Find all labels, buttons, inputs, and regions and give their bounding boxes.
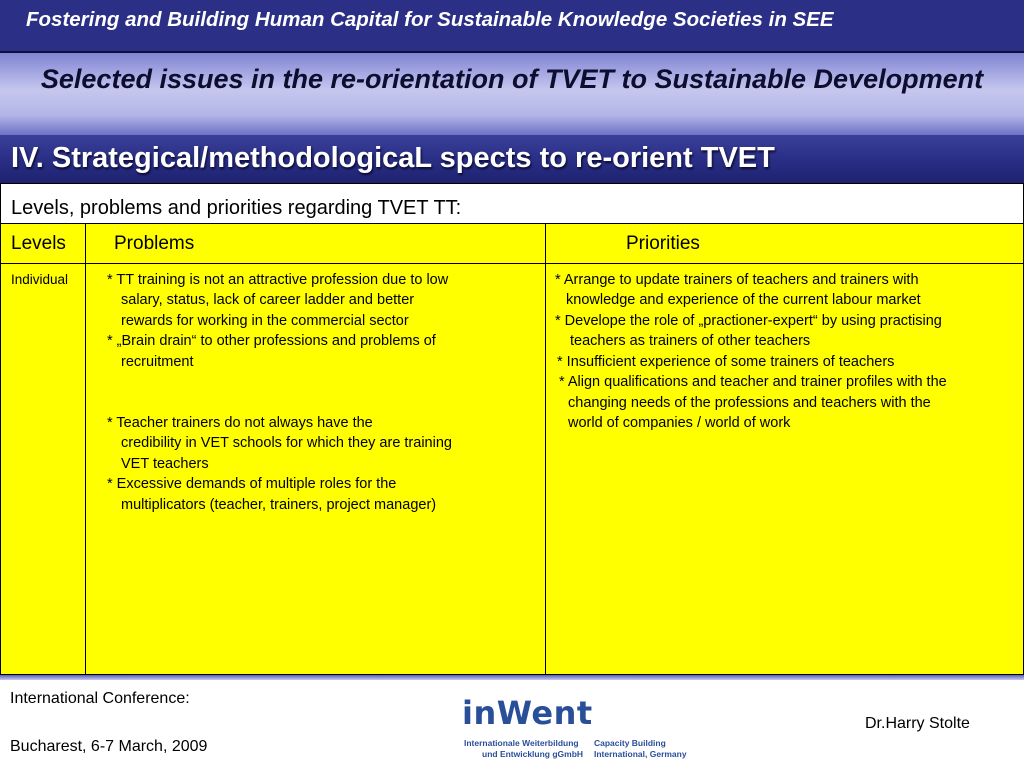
priority-line: * Insufficient experience of some trainers of teachers: [557, 354, 895, 370]
subtitle-band: [0, 53, 1024, 135]
header-cell-levels: [1, 224, 85, 263]
priority-line: changing needs of the professions and teachers with the: [568, 395, 931, 411]
issues-table: [0, 183, 1024, 675]
priorities-cell: [546, 264, 1023, 674]
priority-line: knowledge and experience of the current labour market: [566, 292, 921, 308]
conference-label: International Conference:: [10, 690, 190, 707]
problem-line: * Teacher trainers do not always have the: [107, 415, 373, 431]
table-header-row: [1, 224, 1023, 264]
conference-location-date: Bucharest, 6-7 March, 2009: [10, 738, 208, 755]
header-priorities-label: Priorities: [626, 233, 700, 254]
priority-line: * Arrange to update trainers of teachers and trainers with: [555, 272, 919, 288]
author-name: Dr.Harry Stolte: [865, 715, 970, 732]
header-problems-label: Problems: [114, 233, 195, 254]
problem-line: salary, status, lack of career ladder and better: [121, 292, 415, 308]
inwent-logo: [462, 694, 692, 764]
level-label: Individual: [11, 272, 69, 287]
header-cell-problems: [86, 224, 545, 263]
problems-cell: [86, 264, 545, 674]
table-caption-row: [1, 184, 1023, 224]
problem-line: * Excessive demands of multiple roles for the: [107, 476, 397, 492]
problem-line: multiplicators (teacher, trainers, project manager): [121, 497, 437, 513]
section-title: IV. Strategical/methodologicaL spects to re-orient TVET: [11, 142, 775, 174]
problem-line: credibility in VET schools for which they are training: [121, 435, 452, 451]
problem-line: recruitment: [121, 354, 194, 370]
level-cell: [1, 264, 85, 674]
section-band: [0, 135, 1024, 183]
logo-line2-right: International, Germany: [594, 749, 687, 759]
header-cell-priorities: [546, 224, 1023, 263]
priority-line: teachers as trainers of other teachers: [570, 333, 811, 349]
priority-line: * Develope the role of „practioner-expert“ by using practising: [555, 313, 942, 329]
logo-brand: inWent: [462, 694, 593, 732]
header-levels-label: Levels: [11, 233, 66, 254]
footer-divider: [0, 675, 1024, 680]
problem-line: VET teachers: [121, 456, 209, 472]
slide-subtitle: Selected issues in the re-orientation of TVET to Sustainable Development: [40, 64, 984, 94]
logo-line1-right: Capacity Building: [594, 738, 666, 748]
problem-line: * „Brain drain“ to other professions and problems of: [107, 333, 436, 349]
table-caption: Levels, problems and priorities regarding TVET TT:: [11, 197, 462, 219]
banner-title: Fostering and Building Human Capital for Sustainable Knowledge Societies in SEE: [26, 8, 834, 31]
priority-line: * Align qualifications and teacher and trainer profiles with the: [559, 374, 947, 390]
problem-line: rewards for working in the commercial sector: [121, 313, 409, 329]
problem-line: * TT training is not an attractive profession due to low: [107, 272, 449, 288]
logo-line2-left: und Entwicklung gGmbH: [482, 749, 584, 759]
logo-line1-left: Internationale Weiterbildung: [464, 738, 579, 748]
priority-line: world of companies / world of work: [568, 415, 791, 431]
top-banner: [0, 0, 1024, 53]
